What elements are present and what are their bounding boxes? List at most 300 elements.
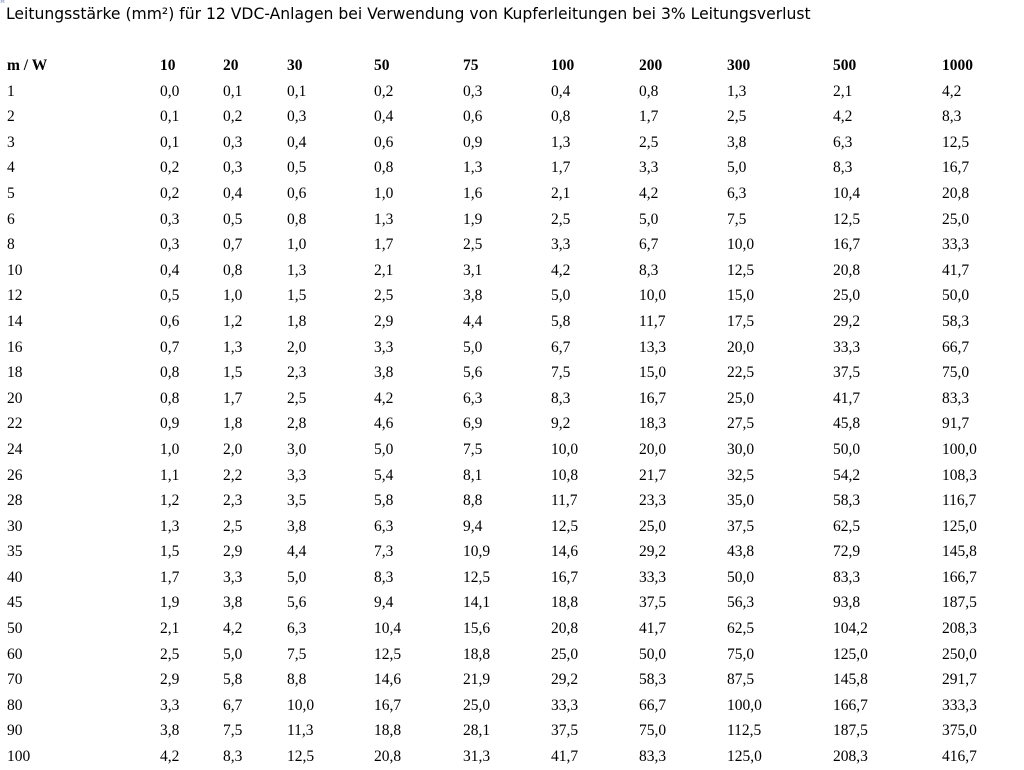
table-cell: 5,4 xyxy=(374,466,394,484)
table-cell: 0,1 xyxy=(223,82,243,100)
table-cell: 0,8 xyxy=(223,261,243,279)
table-cell: 0,8 xyxy=(287,210,307,228)
table-cell: 100,0 xyxy=(942,440,977,458)
header-cell-watts: 100 xyxy=(551,57,575,74)
table-cell: 4,2 xyxy=(374,389,394,407)
table-cell: 20,0 xyxy=(639,440,667,458)
row-length-cell: 26 xyxy=(7,466,23,484)
table-cell: 2,5 xyxy=(223,517,243,535)
table-cell: 6,3 xyxy=(463,389,483,407)
row-length-cell: 40 xyxy=(7,568,23,586)
table-cell: 50,0 xyxy=(833,440,861,458)
table-cell: 41,7 xyxy=(833,389,861,407)
table-row xyxy=(0,232,1024,258)
table-cell: 4,2 xyxy=(160,748,180,766)
table-cell: 10,4 xyxy=(833,184,861,202)
table-cell: 5,8 xyxy=(223,671,243,689)
table-row xyxy=(0,514,1024,540)
table-cell: 100,0 xyxy=(727,696,762,714)
cable-size-table xyxy=(0,53,1024,770)
row-length-cell: 70 xyxy=(7,671,23,689)
table-row xyxy=(0,360,1024,386)
row-length-cell: 14 xyxy=(7,312,23,330)
table-row xyxy=(0,155,1024,181)
table-cell: 32,5 xyxy=(727,466,755,484)
table-cell: 25,0 xyxy=(463,696,491,714)
table-row xyxy=(0,283,1024,309)
table-cell: 0,3 xyxy=(160,236,180,254)
corner-marker-icon: ⌘ xyxy=(0,0,5,5)
table-cell: 1,3 xyxy=(374,210,394,228)
table-cell: 3,5 xyxy=(287,492,307,510)
table-cell: 1,0 xyxy=(287,236,307,254)
table-cell: 1,1 xyxy=(160,466,180,484)
table-cell: 3,1 xyxy=(463,261,483,279)
table-cell: 50,0 xyxy=(942,287,970,305)
table-cell: 6,3 xyxy=(374,517,394,535)
table-cell: 12,5 xyxy=(942,133,970,151)
table-cell: 25,0 xyxy=(833,287,861,305)
table-cell: 8,3 xyxy=(374,568,394,586)
table-cell: 75,0 xyxy=(727,645,755,663)
table-row xyxy=(0,667,1024,693)
header-cell-watts: 75 xyxy=(463,57,479,74)
table-cell: 62,5 xyxy=(833,517,861,535)
table-cell: 0,1 xyxy=(160,133,180,151)
header-cell-watts: 200 xyxy=(639,57,663,74)
row-length-cell: 60 xyxy=(7,645,23,663)
table-cell: 2,1 xyxy=(551,184,571,202)
table-cell: 0,8 xyxy=(639,82,659,100)
table-cell: 2,5 xyxy=(287,389,307,407)
table-cell: 4,4 xyxy=(463,312,483,330)
table-cell: 50,0 xyxy=(639,645,667,663)
table-cell: 0,6 xyxy=(374,133,394,151)
table-cell: 37,5 xyxy=(551,722,579,740)
table-cell: 28,1 xyxy=(463,722,491,740)
table-cell: 13,3 xyxy=(639,338,667,356)
table-cell: 3,3 xyxy=(551,236,571,254)
row-length-cell: 35 xyxy=(7,543,23,561)
table-cell: 2,5 xyxy=(727,108,747,126)
table-row xyxy=(0,104,1024,130)
table-cell: 187,5 xyxy=(833,722,868,740)
table-cell: 3,3 xyxy=(223,568,243,586)
table-cell: 0,1 xyxy=(160,108,180,126)
row-length-cell: 4 xyxy=(7,159,15,177)
table-row xyxy=(0,616,1024,642)
table-cell: 50,0 xyxy=(727,568,755,586)
row-length-cell: 45 xyxy=(7,594,23,612)
table-cell: 0,7 xyxy=(223,236,243,254)
table-cell: 33,3 xyxy=(942,236,970,254)
table-cell: 83,3 xyxy=(833,568,861,586)
table-cell: 1,7 xyxy=(160,568,180,586)
table-cell: 10,0 xyxy=(639,287,667,305)
table-cell: 4,6 xyxy=(374,415,394,433)
table-cell: 375,0 xyxy=(942,722,977,740)
table-cell: 31,3 xyxy=(463,748,491,766)
table-cell: 14,6 xyxy=(551,543,579,561)
header-cell-watts: 500 xyxy=(833,57,857,74)
table-cell: 18,3 xyxy=(639,415,667,433)
table-cell: 3,8 xyxy=(463,287,483,305)
table-cell: 41,7 xyxy=(639,620,667,638)
table-cell: 0,2 xyxy=(374,82,394,100)
row-length-cell: 8 xyxy=(7,236,15,254)
table-cell: 6,3 xyxy=(727,184,747,202)
table-cell: 0,4 xyxy=(551,82,571,100)
table-cell: 0,9 xyxy=(463,133,483,151)
table-cell: 4,2 xyxy=(223,620,243,638)
table-cell: 16,7 xyxy=(639,389,667,407)
table-cell: 1,3 xyxy=(463,159,483,177)
table-cell: 25,0 xyxy=(942,210,970,228)
table-row xyxy=(0,437,1024,463)
table-cell: 187,5 xyxy=(942,594,977,612)
table-cell: 23,3 xyxy=(639,492,667,510)
table-cell: 0,6 xyxy=(287,184,307,202)
table-cell: 2,8 xyxy=(287,415,307,433)
table-cell: 25,0 xyxy=(551,645,579,663)
table-cell: 145,8 xyxy=(942,543,977,561)
table-cell: 1,3 xyxy=(223,338,243,356)
table-cell: 12,5 xyxy=(727,261,755,279)
table-cell: 7,5 xyxy=(551,364,571,382)
table-cell: 7,3 xyxy=(374,543,394,561)
table-cell: 8,3 xyxy=(639,261,659,279)
table-cell: 6,7 xyxy=(551,338,571,356)
header-cell-watts: 50 xyxy=(374,57,390,74)
row-length-cell: 16 xyxy=(7,338,23,356)
table-cell: 45,8 xyxy=(833,415,861,433)
table-cell: 20,8 xyxy=(942,184,970,202)
table-cell: 33,3 xyxy=(833,338,861,356)
table-cell: 0,8 xyxy=(160,364,180,382)
table-cell: 15,0 xyxy=(727,287,755,305)
table-cell: 14,6 xyxy=(374,671,402,689)
table-cell: 3,3 xyxy=(160,696,180,714)
table-cell: 6,3 xyxy=(833,133,853,151)
table-cell: 125,0 xyxy=(833,645,868,663)
table-cell: 166,7 xyxy=(833,696,868,714)
row-length-cell: 24 xyxy=(7,440,23,458)
table-cell: 7,5 xyxy=(463,440,483,458)
table-cell: 11,3 xyxy=(287,722,314,740)
table-cell: 3,8 xyxy=(727,133,747,151)
table-cell: 1,8 xyxy=(287,312,307,330)
table-cell: 1,5 xyxy=(160,543,180,561)
table-cell: 16,7 xyxy=(833,236,861,254)
table-cell: 0,5 xyxy=(223,210,243,228)
table-cell: 10,4 xyxy=(374,620,402,638)
table-cell: 11,7 xyxy=(639,312,666,330)
table-row xyxy=(0,411,1024,437)
table-cell: 5,0 xyxy=(223,645,243,663)
table-cell: 18,8 xyxy=(374,722,402,740)
row-length-cell: 20 xyxy=(7,389,23,407)
table-cell: 2,0 xyxy=(287,338,307,356)
table-cell: 12,5 xyxy=(287,748,315,766)
table-row xyxy=(0,488,1024,514)
table-cell: 1,3 xyxy=(727,82,747,100)
table-cell: 8,3 xyxy=(833,159,853,177)
table-cell: 25,0 xyxy=(727,389,755,407)
table-cell: 8,3 xyxy=(223,748,243,766)
table-cell: 0,8 xyxy=(160,389,180,407)
table-body xyxy=(0,79,1024,770)
table-row xyxy=(0,386,1024,412)
table-cell: 0,8 xyxy=(551,108,571,126)
table-cell: 7,5 xyxy=(223,722,243,740)
table-cell: 0,4 xyxy=(287,133,307,151)
table-row xyxy=(0,207,1024,233)
table-cell: 54,2 xyxy=(833,466,861,484)
row-length-cell: 22 xyxy=(7,415,23,433)
table-cell: 116,7 xyxy=(942,492,977,510)
table-cell: 20,8 xyxy=(833,261,861,279)
table-cell: 3,8 xyxy=(374,364,394,382)
table-cell: 3,8 xyxy=(287,517,307,535)
table-row xyxy=(0,718,1024,744)
table-cell: 16,7 xyxy=(551,568,579,586)
table-cell: 2,9 xyxy=(160,671,180,689)
table-cell: 6,7 xyxy=(639,236,659,254)
table-row xyxy=(0,744,1024,770)
table-row xyxy=(0,130,1024,156)
table-row xyxy=(0,693,1024,719)
row-length-cell: 2 xyxy=(7,108,15,126)
table-row xyxy=(0,590,1024,616)
table-cell: 93,8 xyxy=(833,594,861,612)
table-cell: 12,5 xyxy=(551,517,579,535)
table-cell: 0,1 xyxy=(287,82,307,100)
table-cell: 0,7 xyxy=(160,338,180,356)
table-cell: 8,3 xyxy=(942,108,962,126)
table-cell: 4,4 xyxy=(287,543,307,561)
table-cell: 1,7 xyxy=(551,159,571,177)
table-cell: 0,9 xyxy=(160,415,180,433)
table-cell: 66,7 xyxy=(942,338,970,356)
table-cell: 1,6 xyxy=(463,184,483,202)
table-cell: 75,0 xyxy=(639,722,667,740)
table-cell: 30,0 xyxy=(727,440,755,458)
table-cell: 18,8 xyxy=(551,594,579,612)
table-cell: 14,1 xyxy=(463,594,491,612)
table-cell: 0,4 xyxy=(160,261,180,279)
table-cell: 166,7 xyxy=(942,568,977,586)
table-cell: 10,8 xyxy=(551,466,579,484)
table-cell: 5,8 xyxy=(374,492,394,510)
header-row xyxy=(0,53,1024,79)
table-cell: 5,0 xyxy=(463,338,483,356)
table-cell: 0,2 xyxy=(160,159,180,177)
table-cell: 8,8 xyxy=(287,671,307,689)
table-cell: 9,4 xyxy=(374,594,394,612)
table-cell: 3,3 xyxy=(639,159,659,177)
table-cell: 33,3 xyxy=(551,696,579,714)
table-cell: 5,0 xyxy=(374,440,394,458)
table-cell: 416,7 xyxy=(942,748,977,766)
table-cell: 2,9 xyxy=(223,543,243,561)
table-cell: 41,7 xyxy=(551,748,579,766)
table-cell: 15,0 xyxy=(639,364,667,382)
table-cell: 2,5 xyxy=(639,133,659,151)
table-cell: 0,4 xyxy=(223,184,243,202)
table-cell: 4,2 xyxy=(551,261,571,279)
table-cell: 10,9 xyxy=(463,543,491,561)
table-cell: 2,2 xyxy=(223,466,243,484)
row-length-cell: 100 xyxy=(7,748,31,766)
table-cell: 2,9 xyxy=(374,312,394,330)
table-row xyxy=(0,642,1024,668)
table-cell: 2,5 xyxy=(160,645,180,663)
table-cell: 66,7 xyxy=(639,696,667,714)
table-cell: 33,3 xyxy=(639,568,667,586)
row-length-cell: 80 xyxy=(7,696,23,714)
table-cell: 108,3 xyxy=(942,466,977,484)
table-cell: 7,5 xyxy=(727,210,747,228)
header-cell-watts: 10 xyxy=(160,57,176,74)
table-cell: 0,3 xyxy=(160,210,180,228)
table-cell: 1,9 xyxy=(463,210,483,228)
table-cell: 6,7 xyxy=(223,696,243,714)
table-cell: 25,0 xyxy=(639,517,667,535)
table-cell: 11,7 xyxy=(551,492,578,510)
table-row xyxy=(0,181,1024,207)
table-cell: 2,3 xyxy=(287,364,307,382)
table-cell: 16,7 xyxy=(374,696,402,714)
table-cell: 10,0 xyxy=(727,236,755,254)
table-cell: 0,0 xyxy=(160,82,180,100)
table-cell: 43,8 xyxy=(727,543,755,561)
table-cell: 1,9 xyxy=(160,594,180,612)
table-cell: 10,0 xyxy=(287,696,315,714)
row-length-cell: 90 xyxy=(7,722,23,740)
table-cell: 12,5 xyxy=(833,210,861,228)
table-cell: 15,6 xyxy=(463,620,491,638)
table-cell: 0,5 xyxy=(287,159,307,177)
row-length-cell: 12 xyxy=(7,287,23,305)
table-cell: 56,3 xyxy=(727,594,755,612)
table-cell: 1,0 xyxy=(374,184,394,202)
table-cell: 4,2 xyxy=(942,82,962,100)
table-cell: 5,0 xyxy=(727,159,747,177)
table-cell: 291,7 xyxy=(942,671,977,689)
row-length-cell: 10 xyxy=(7,261,23,279)
table-cell: 3,3 xyxy=(287,466,307,484)
table-row xyxy=(0,258,1024,284)
table-cell: 3,8 xyxy=(223,594,243,612)
table-cell: 0,6 xyxy=(160,312,180,330)
header-cell-watts: 300 xyxy=(727,57,751,74)
table-cell: 0,6 xyxy=(463,108,483,126)
table-cell: 58,3 xyxy=(639,671,667,689)
table-cell: 0,4 xyxy=(374,108,394,126)
table-cell: 37,5 xyxy=(833,364,861,382)
table-cell: 1,5 xyxy=(223,364,243,382)
table-row xyxy=(0,79,1024,105)
table-cell: 5,6 xyxy=(463,364,483,382)
header-cell-watts: 1000 xyxy=(942,57,973,74)
table-cell: 8,3 xyxy=(551,389,571,407)
table-cell: 41,7 xyxy=(942,261,970,279)
table-cell: 1,0 xyxy=(160,440,180,458)
table-cell: 75,0 xyxy=(942,364,970,382)
table-cell: 20,0 xyxy=(727,338,755,356)
table-cell: 0,3 xyxy=(223,159,243,177)
table-cell: 1,7 xyxy=(223,389,243,407)
table-cell: 0,5 xyxy=(160,287,180,305)
table-cell: 2,3 xyxy=(223,492,243,510)
table-cell: 125,0 xyxy=(942,517,977,535)
row-length-cell: 28 xyxy=(7,492,23,510)
table-cell: 29,2 xyxy=(833,312,861,330)
table-cell: 0,3 xyxy=(223,133,243,151)
table-cell: 112,5 xyxy=(727,722,762,740)
table-cell: 87,5 xyxy=(727,671,755,689)
row-length-cell: 30 xyxy=(7,517,23,535)
table-cell: 17,5 xyxy=(727,312,755,330)
table-cell: 125,0 xyxy=(727,748,762,766)
table-cell: 2,5 xyxy=(374,287,394,305)
table-cell: 1,7 xyxy=(374,236,394,254)
table-cell: 9,2 xyxy=(551,415,571,433)
table-cell: 7,5 xyxy=(287,645,307,663)
table-cell: 8,8 xyxy=(463,492,483,510)
table-cell: 208,3 xyxy=(942,620,977,638)
row-length-cell: 18 xyxy=(7,364,23,382)
table-cell: 0,2 xyxy=(223,108,243,126)
table-cell: 2,5 xyxy=(551,210,571,228)
table-cell: 5,0 xyxy=(287,568,307,586)
table-cell: 58,3 xyxy=(833,492,861,510)
table-cell: 6,9 xyxy=(463,415,483,433)
table-header xyxy=(0,53,1024,79)
table-cell: 0,3 xyxy=(463,82,483,100)
table-cell: 72,9 xyxy=(833,543,861,561)
table-cell: 10,0 xyxy=(551,440,579,458)
table-cell: 16,7 xyxy=(942,159,970,177)
table-row xyxy=(0,565,1024,591)
row-length-cell: 1 xyxy=(7,82,15,100)
table-cell: 58,3 xyxy=(942,312,970,330)
table-cell: 3,0 xyxy=(287,440,307,458)
header-corner-cell: m / W xyxy=(7,57,48,74)
table-cell: 250,0 xyxy=(942,645,977,663)
table-cell: 1,5 xyxy=(287,287,307,305)
header-cell-watts: 20 xyxy=(223,57,239,74)
table-cell: 37,5 xyxy=(727,517,755,535)
table-cell: 2,1 xyxy=(160,620,180,638)
table-cell: 3,3 xyxy=(374,338,394,356)
table-cell: 104,2 xyxy=(833,620,868,638)
table-cell: 5,0 xyxy=(639,210,659,228)
table-cell: 5,8 xyxy=(551,312,571,330)
table-cell: 2,1 xyxy=(833,82,853,100)
table-cell: 91,7 xyxy=(942,415,970,433)
table-cell: 29,2 xyxy=(639,543,667,561)
table-cell: 21,7 xyxy=(639,466,667,484)
table-cell: 1,3 xyxy=(287,261,307,279)
table-cell: 6,3 xyxy=(287,620,307,638)
table-cell: 20,8 xyxy=(374,748,402,766)
row-length-cell: 3 xyxy=(7,133,15,151)
table-cell: 0,8 xyxy=(374,159,394,177)
table-cell: 12,5 xyxy=(374,645,402,663)
table-row xyxy=(0,539,1024,565)
table-cell: 1,3 xyxy=(551,133,571,151)
